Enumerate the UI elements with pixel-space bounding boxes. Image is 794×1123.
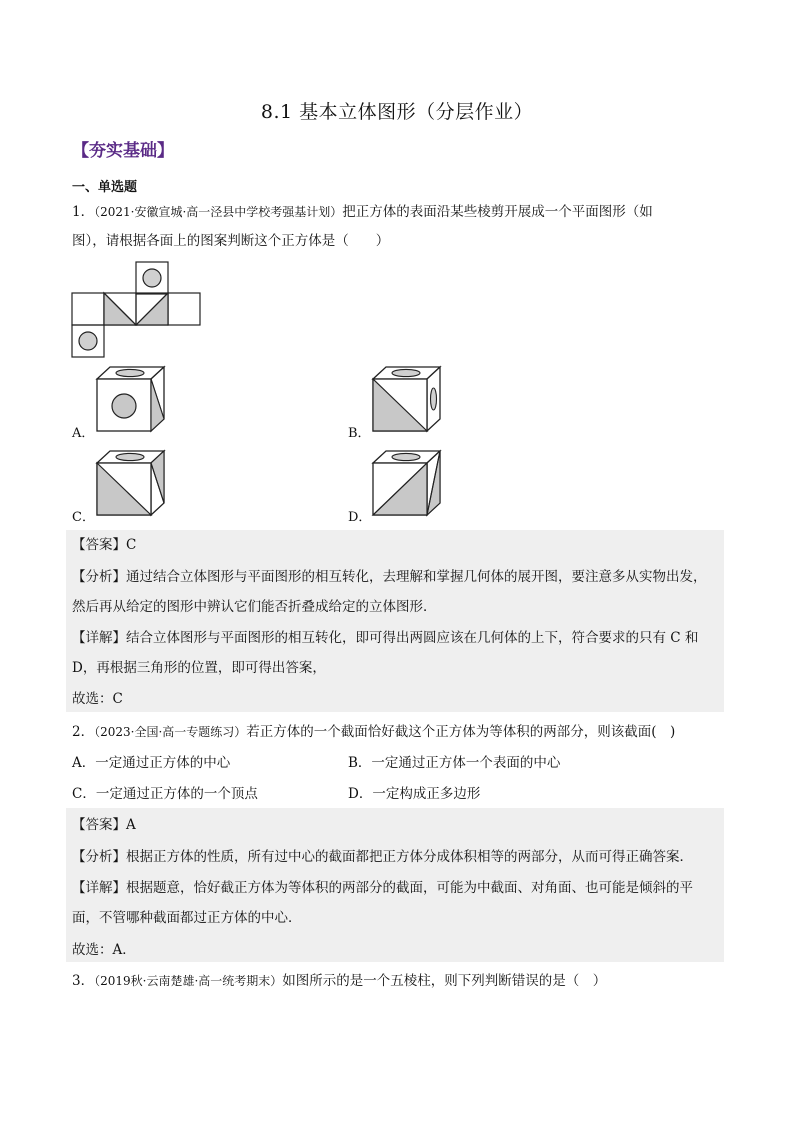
q2-text: 若正方体的一个截面恰好截这个正方体为等体积的两部分，则该截面( ) (246, 724, 676, 740)
q3-source: （2019秋·云南楚雄·高一统考期末） (94, 974, 283, 988)
q1-option-a-label[interactable]: A． (72, 426, 95, 441)
q2-option-d[interactable]: D．一定构成正多边形 (348, 786, 481, 802)
q2-option-c[interactable]: C．一定通过正方体的一个顶点 (72, 786, 258, 802)
q1-analysis-line1: 【分析】通过结合立体图形与平面图形的相互转化，去理解和掌握几何体的展开图，要注意多从实物出发， (72, 569, 707, 585)
q2-choice: 故选：A． (72, 942, 136, 958)
q1-answer: 【答案】C (72, 537, 137, 553)
q1-option-d-cube[interactable] (372, 450, 442, 518)
q1-source: （2021·安徽宣城·高一泾县中学校考强基计划） (94, 205, 343, 219)
cube-net-figure (72, 261, 202, 357)
q1-stem-line2: 图），请根据各面上的图案判断这个正方体是（ ） (72, 233, 390, 249)
q1-number: 1． (72, 204, 95, 220)
q2-source: （2023·全国·高一专题练习） (94, 725, 247, 739)
q3-stem: 3．（2019秋·云南楚雄·高一统考期末）如图所示的是一个五棱柱，则下列判断错误的是（ ） (72, 973, 607, 989)
q1-text-a: 把正方体的表面沿某些棱剪开展成一个平面图形（如 (342, 204, 653, 220)
q2-detail-line1: 【详解】根据题意，恰好截正方体为等体积的两部分的截面，可能为中截面、对角面、也可能是倾斜的平 (72, 880, 693, 896)
q2-detail-line2: 面，不管哪种截面都过正方体的中心． (72, 910, 302, 926)
section-heading: 【夯实基础】 (72, 141, 174, 161)
q2-option-a[interactable]: A．一定通过正方体的中心 (72, 755, 231, 771)
q1-option-b-label[interactable]: B． (348, 426, 371, 441)
q1-option-b-cube[interactable] (372, 366, 442, 434)
q1-detail-line1: 【详解】结合立体图形与平面图形的相互转化，即可得出两圆应该在几何体的上下，符合要求的只有 C 和 (72, 630, 699, 646)
page-title: 8.1 基本立体图形（分层作业） (260, 101, 534, 123)
q2-analysis: 【分析】根据正方体的性质，所有过中心的截面都把正方体分成体积相等的两部分，从而可得正确答案． (72, 849, 693, 865)
q1-answer-block (66, 530, 724, 712)
q3-text: 如图所示的是一个五棱柱，则下列判断错误的是（ ） (282, 973, 607, 989)
q1-detail-line2: D，再根据三角形的位置，即可得出答案， (72, 660, 326, 676)
q1-option-d-label[interactable]: D． (348, 510, 372, 525)
q1-stem-line1 (72, 200, 653, 220)
q2-option-b[interactable]: B．一定通过正方体一个表面的中心 (348, 755, 561, 771)
question-type-heading: 一、单选题 (72, 180, 138, 195)
q1-choice: 故选：C (72, 691, 123, 707)
q2-answer: 【答案】A (72, 817, 136, 833)
q1-option-c-cube[interactable] (96, 450, 166, 518)
q1-option-a-cube[interactable] (96, 366, 166, 434)
q1-option-c-label[interactable]: C． (72, 510, 95, 525)
q1-analysis-line2: 然后再从给定的图形中辨认它们能否折叠成给定的立体图形． (72, 599, 437, 615)
q2-stem: 2．（2023·全国·高一专题练习）若正方体的一个截面恰好截这个正方体为等体积的两部分，则该截面( ) (72, 724, 676, 740)
